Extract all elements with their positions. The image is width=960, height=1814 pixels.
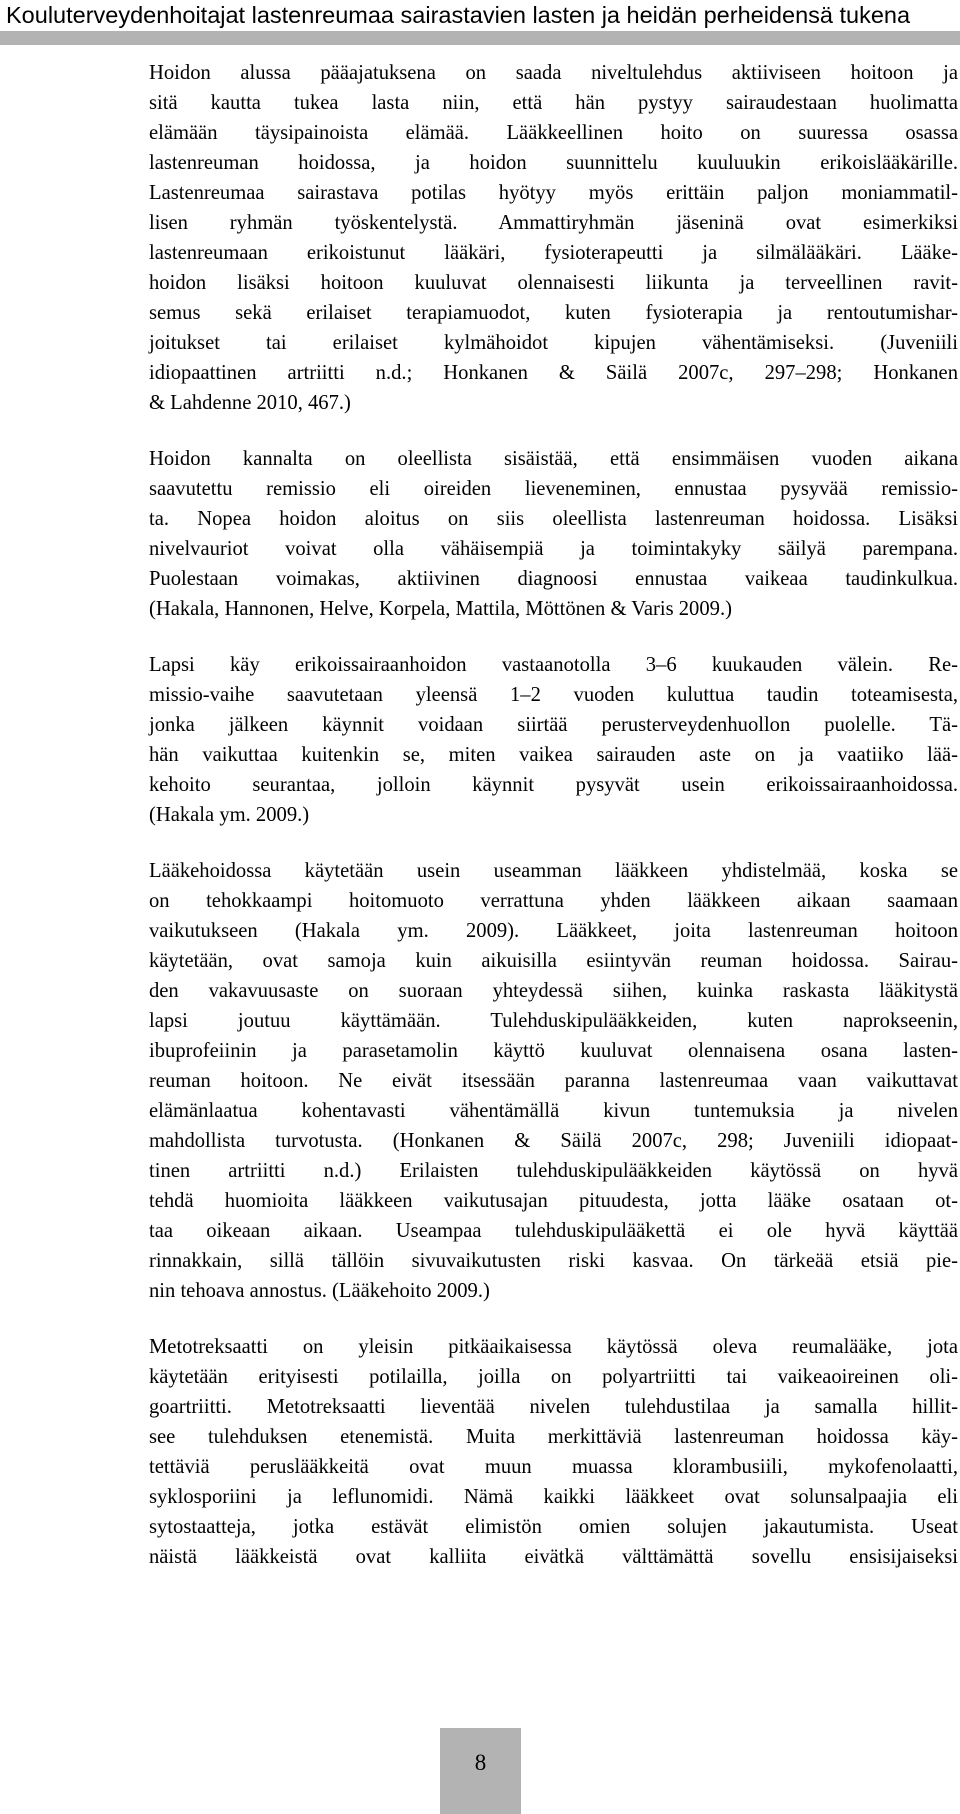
text-line: tehdä huomioita lääkkeen vaikutusajan pituudesta, jotta lääke osataan ot-	[149, 1190, 958, 1212]
text-line: lastenreumaan erikoistunut lääkäri, fysioterapeutti ja silmälääkäri. Lääke-	[149, 242, 958, 264]
paragraph-4	[149, 856, 958, 1306]
text-line: see tulehduksen etenemistä. Muita merkittäviä lastenreuman hoidossa käy-	[149, 1426, 958, 1448]
paragraph-2	[149, 444, 958, 624]
text-line: Lapsi käy erikoissairaanhoidon vastaanotolla 3–6 kuukauden välein. Re-	[149, 654, 958, 676]
text-line: elämään täysipainoista elämää. Lääkkeellinen hoito on suuressa osassa	[149, 122, 958, 144]
text-line: (Hakala, Hannonen, Helve, Korpela, Mattila, Möttönen & Varis 2009.)	[149, 598, 732, 620]
text-line: Metotreksaatti on yleisin pitkäaikaisessa käytössä oleva reumalääke, jota	[149, 1336, 958, 1358]
paragraph-3	[149, 650, 958, 830]
text-line: kehoito seurantaa, jolloin käynnit pysyvät usein erikoissairaanhoidossa.	[149, 774, 958, 796]
text-line: nin tehoava annostus. (Lääkehoito 2009.)	[149, 1280, 490, 1302]
text-line: jonka jälkeen käynnit voidaan siirtää perusterveydenhuollon puolelle. Tä-	[149, 714, 958, 736]
text-line: käytetään, ovat samoja kuin aikuisilla esiintyvän reuman hoidossa. Sairau-	[149, 950, 958, 972]
text-line: taa oikeaan aikaan. Useampaa tulehduskipulääkettä ei ole hyvä käyttää	[149, 1220, 958, 1242]
text-line: ta. Nopea hoidon aloitus on siis oleellista lastenreuman hoidossa. Lisäksi	[149, 508, 958, 530]
page-number: 8	[474, 1750, 487, 1775]
text-line: missio-vaihe saavutetaan yleensä 1–2 vuoden kuluttua taudin toteamisesta,	[149, 684, 958, 706]
text-line: semus sekä erilaiset terapiamuodot, kuten fysioterapia ja rentoutumishar-	[149, 302, 958, 324]
text-line: goartriitti. Metotreksaatti lieventää nivelen tulehdustilaa ja samalla hillit-	[149, 1396, 958, 1418]
text-line: elämänlaatua kohentavasti vähentämällä kivun tuntemuksia ja nivelen	[149, 1100, 958, 1122]
text-line: käytetään erityisesti potilailla, joilla on polyartriitti tai vaikeaoireinen oli-	[149, 1366, 958, 1388]
page-number-box	[440, 1728, 521, 1814]
text-line: joitukset tai erilaiset kylmähoidot kipujen vähentämiseksi. (Juveniili	[149, 332, 958, 354]
text-line: syklosporiini ja leflunomidi. Nämä kaikki lääkkeet ovat solunsalpaajia eli	[149, 1486, 958, 1508]
text-line: vaikutukseen (Hakala ym. 2009). Lääkkeet, joita lastenreuman hoitoon	[149, 920, 958, 942]
text-line: Lääkehoidossa käytetään usein useamman lääkkeen yhdistelmää, koska se	[149, 860, 958, 882]
text-line: Hoidon kannalta on oleellista sisäistää, että ensimmäisen vuoden aikana	[149, 448, 958, 470]
text-line: tinen artriitti n.d.) Erilaisten tulehduskipulääkkeiden käytössä on hyvä	[149, 1160, 958, 1182]
text-line: (Hakala ym. 2009.)	[149, 804, 310, 826]
text-line: hoidon lisäksi hoitoon kuuluvat olennaisesti liikunta ja terveellinen ravit-	[149, 272, 958, 294]
text-line: sytostaatteja, jotka estävät elimistön omien solujen jakautumista. Useat	[149, 1516, 958, 1538]
text-line: idiopaattinen artriitti n.d.; Honkanen & Säilä 2007c, 297–298; Honkanen	[149, 362, 958, 384]
header-rule	[0, 31, 960, 45]
paragraph-5	[149, 1332, 958, 1572]
body-text	[149, 58, 958, 1598]
text-line: rinnakkain, sillä tällöin sivuvaikutusten riski kasvaa. On tärkeää etsiä pie-	[149, 1250, 958, 1272]
text-line: reuman hoitoon. Ne eivät itsessään paranna lastenreumaa vaan vaikuttavat	[149, 1070, 958, 1092]
text-line: tettäviä peruslääkkeitä ovat muun muassa klorambusiili, mykofenolaatti,	[149, 1456, 958, 1478]
text-line: lapsi joutuu käyttämään. Tulehduskipulääkkeiden, kuten naprokseenin,	[149, 1010, 958, 1032]
text-line: nivelvauriot voivat olla vähäisempiä ja toimintakyky säilyä parempana.	[149, 538, 958, 560]
running-header-title: Kouluterveydenhoitajat lastenreumaa sairastavien lasten ja heidän perheidensä tukena	[6, 2, 911, 28]
text-line: on tehokkaampi hoitomuoto verrattuna yhden lääkkeen aikaan saamaan	[149, 890, 958, 912]
text-line: näistä lääkkeistä ovat kalliita eivätkä välttämättä sovellu ensisijaiseksi	[149, 1546, 958, 1568]
running-header	[0, 0, 960, 34]
text-line: lisen ryhmän työskentelystä. Ammattiryhmän jäseninä ovat esimerkiksi	[149, 212, 958, 234]
text-line: Hoidon alussa pääajatuksena on saada niveltulehdus aktiiviseen hoitoon ja	[149, 62, 958, 84]
text-line: Puolestaan voimakas, aktiivinen diagnoosi ennustaa vaikeaa taudinkulkua.	[149, 568, 958, 590]
text-line: saavutettu remissio eli oireiden lieveneminen, ennustaa pysyvää remissio-	[149, 478, 958, 500]
text-line: hän vaikuttaa kuitenkin se, miten vaikea sairauden aste on ja vaatiiko lää-	[149, 744, 958, 766]
paragraph-1	[149, 58, 958, 418]
text-line: sitä kautta tukea lasta niin, että hän pystyy sairaudestaan huolimatta	[149, 92, 958, 114]
text-line: mahdollista turvotusta. (Honkanen & Säilä 2007c, 298; Juveniili idiopaat-	[149, 1130, 958, 1152]
text-line: den vakavuusaste on suoraan yhteydessä siihen, kuinka raskasta lääkitystä	[149, 980, 958, 1002]
text-line: lastenreuman hoidossa, ja hoidon suunnittelu kuuluukin erikoislääkärille.	[149, 152, 958, 174]
text-line: ibuprofeiinin ja parasetamolin käyttö kuuluvat olennaisena osana lasten-	[149, 1040, 958, 1062]
text-line: & Lahdenne 2010, 467.)	[149, 392, 351, 414]
text-line: Lastenreumaa sairastava potilas hyötyy myös erittäin paljon moniammatil-	[149, 182, 958, 204]
